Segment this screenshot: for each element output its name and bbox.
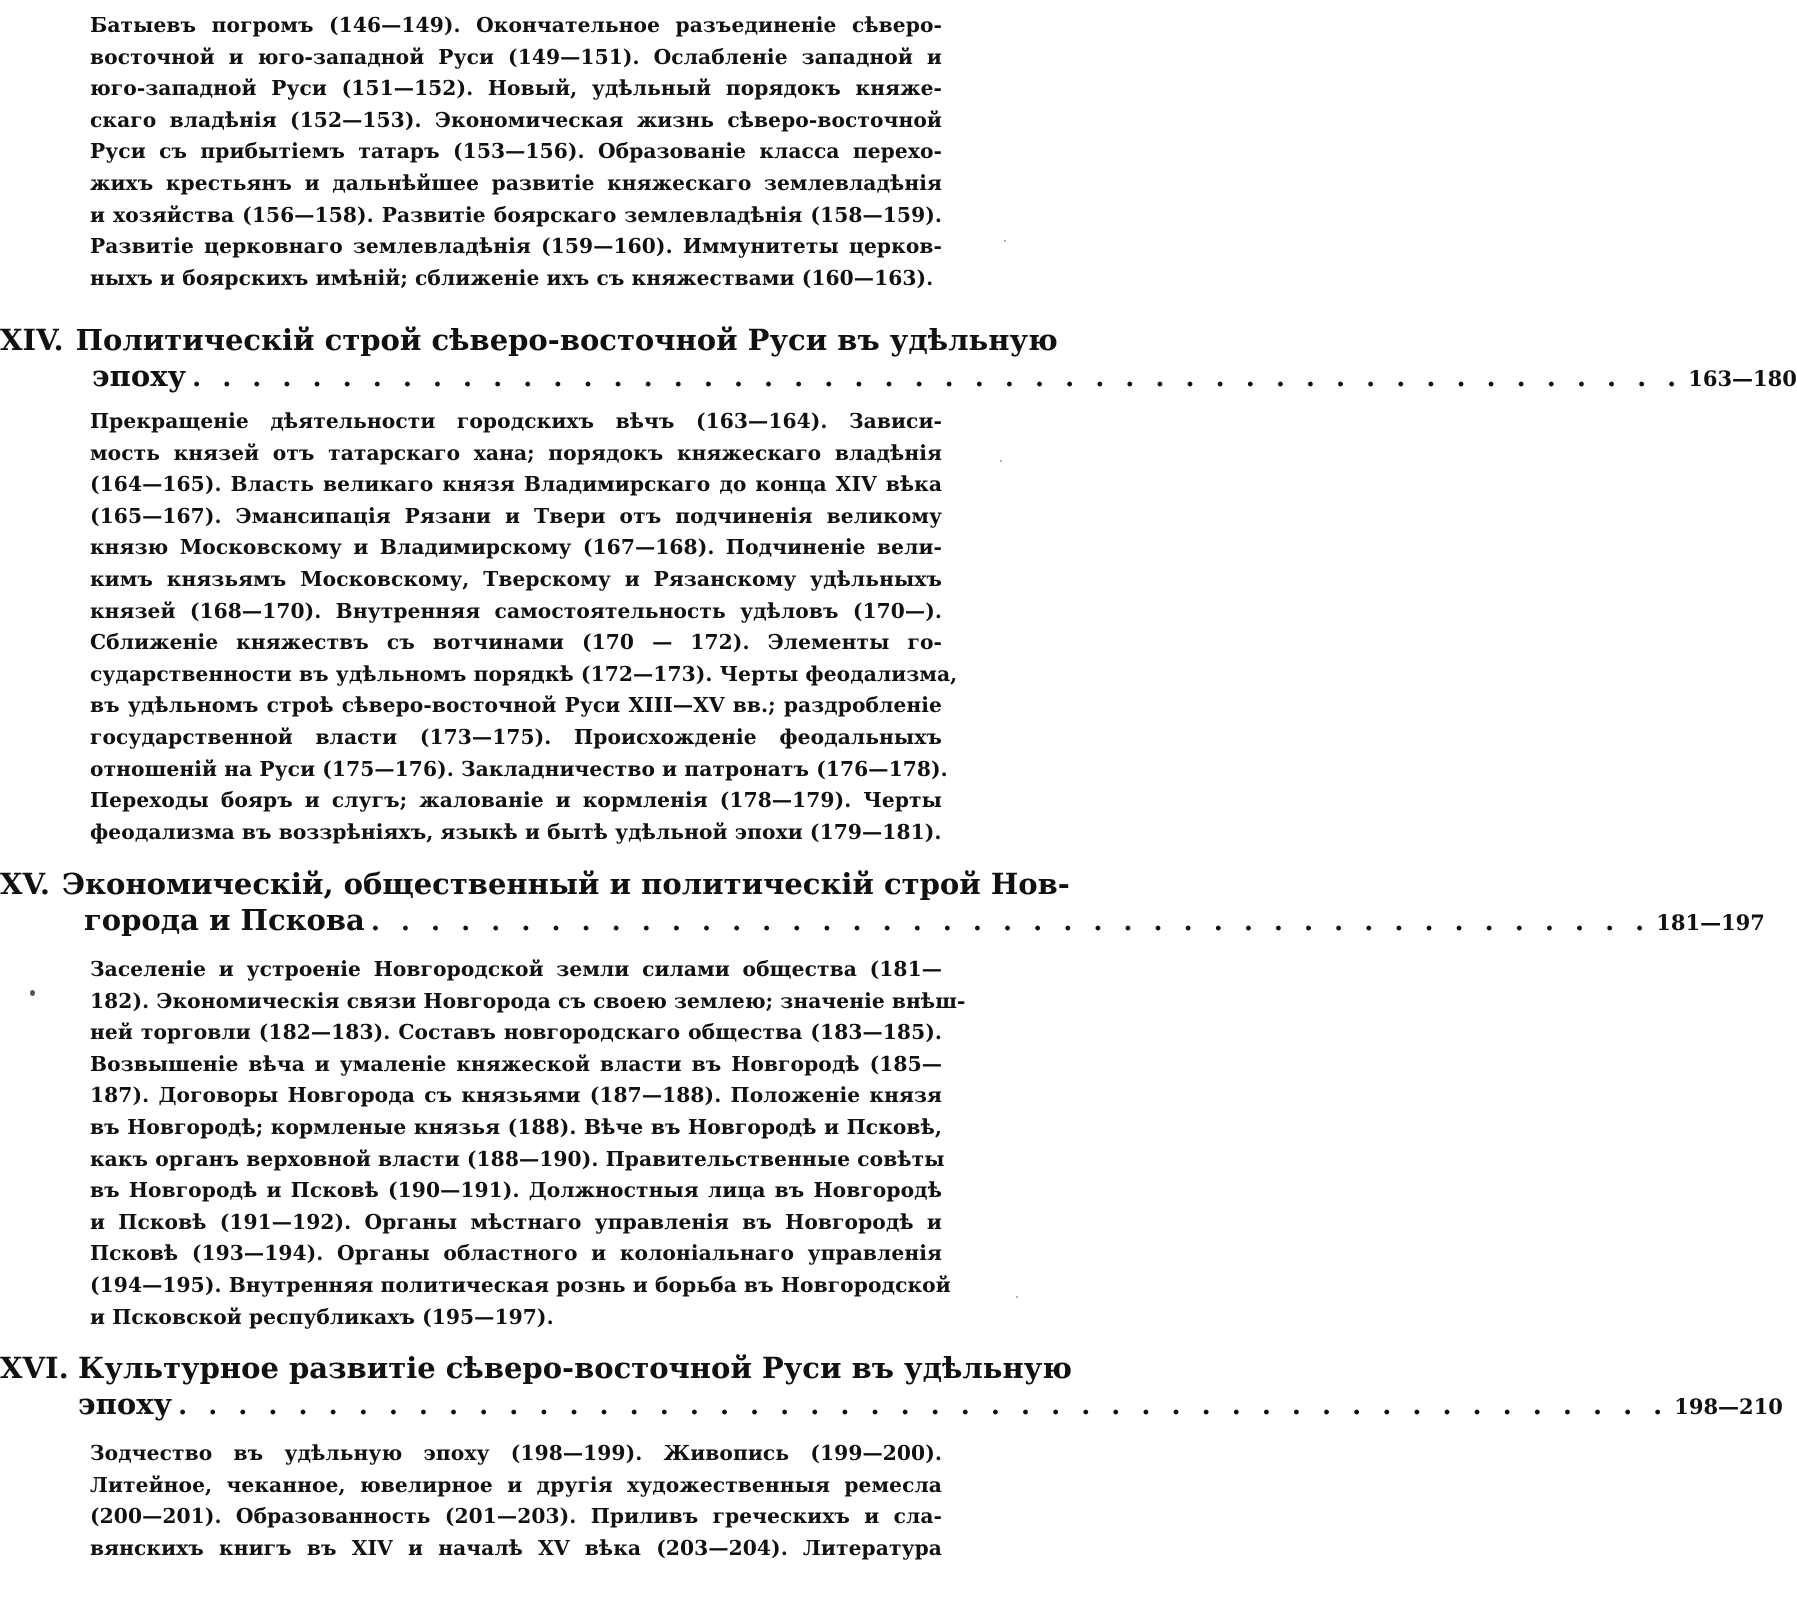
summary-line: Прекращеніе дѣятельности городскихъ вѣчъ (163—164). Зависи- [90,409,942,433]
summary-line: юго-западной Руси (151—152). Новый, удѣльный порядокъ княже- [90,76,942,101]
scan-speck [1016,1296,1018,1298]
chapter-title: Политическій строй сѣверо-восточной Руси въ удѣльную [75,323,1058,357]
chapter-heading [0,866,1765,941]
summary-line: Псковѣ (193—194). Органы областного и колоніальнаго управленія [90,1241,942,1266]
chapter-title: Экономическій, общественный и политическій строй Нов- [62,867,1070,901]
chapter-title-continued: города и Пскова [84,903,365,937]
summary-line: скаго владѣнія (152—153). Экономическая жизнь сѣверо-восточной [90,107,942,132]
chapter-number: XIV. [0,323,64,357]
summary-line: Переходы бояръ и слугъ; жалованіе и кормленія (178—179). Черты [90,788,942,813]
summary-line: Развитіе церковнаго землевладѣнія (159—160). Иммунитеты церков- [90,234,942,259]
chapter-number: XV. [0,867,51,901]
summary-line: ныхъ и боярскихъ имѣній; сближеніе ихъ съ княжествами (160—163). [90,265,934,290]
summary-line: 182). Экономическія связи Новгорода съ своею землею; значеніе внѣш- [90,988,966,1013]
summary-line: въ Новгородѣ и Псковѣ (190—191). Должностныя лица въ Новгородѣ [90,1178,942,1203]
summary-line: Батыевъ погромъ (146—149). Окончательное разъединеніе сѣверо- [90,13,942,37]
summary-line: Возвышеніе вѣча и умаленіе княжеской власти въ Новгородѣ (185— [90,1051,942,1076]
scan-speck [1004,240,1006,242]
chapter-summary [90,406,958,848]
summary-line: Литейное, чеканное, ювелирное и другія художественныя ремесла [90,1472,942,1497]
summary-line: восточной и юго-западной Руси (149—151). Ослабленіе западной и [90,44,942,69]
chapter-heading [0,1350,1783,1425]
page-range: 163—180 [1688,366,1797,391]
summary-line: вянскихъ книгъ въ XIV и началѣ XV вѣка (203—204). Литература [90,1535,942,1560]
summary-line: въ Новгородѣ; кормленые князья (188). Вѣче въ Новгородѣ и Псковѣ, [90,1114,942,1139]
summary-line: (164—165). Власть великаго князя Владимирскаго до конца XIV вѣка [90,472,942,497]
summary-line: феодализма въ воззрѣніяхъ, языкѣ и бытѣ удѣльной эпохи (179—181). [90,819,942,844]
summary-line: Сближеніе княжествъ съ вотчинами (170 — 172). Элементы го- [90,630,942,655]
summary-line: отношеній на Руси (175—176). Закладничество и патронатъ (176—178). [90,756,948,781]
summary-line: сударственности въ удѣльномъ порядкѣ (172—173). Черты феодализма, [90,661,958,686]
summary-line: и Псковѣ (191—192). Органы мѣстнаго управленія въ Новгородѣ и [90,1209,942,1234]
summary-line: Заселеніе и устроеніе Новгородской земли силами общества (181— [90,957,942,981]
summary-line: князю Московскому и Владимирскому (167—168). Подчиненіе вели- [90,535,942,560]
summary-line: 187). Договоры Новгорода съ князьями (187—188). Положеніе князя [90,1083,942,1108]
summary-line: и хозяйства (156—158). Развитіе боярскаго землевладѣнія (158—159). [90,202,942,227]
summary-line: мость князей отъ татарскаго хана; порядокъ княжескаго владѣнія [90,440,942,465]
summary-line: (194—195). Внутренняя политическая рознь и борьба въ Новгородской [90,1272,951,1297]
summary-line: кимъ князьямъ Московскому, Тверскому и Рязанскому удѣльныхъ [90,566,942,591]
chapter-summary [90,10,942,294]
summary-line: (165—167). Эмансипація Рязани и Твери отъ подчиненія великому [90,503,942,528]
summary-line: Руси съ прибытіемъ татаръ (153—156). Образованіе класса перехо- [90,139,942,164]
dot-leader: . . . . . . . . . . . . . . . . . . . . . . . . . . . . . . . . . . . . . . . . . . . . . . . . . . [192,363,1683,393]
page-range: 181—197 [1656,910,1765,935]
scan-speck [30,990,35,996]
dot-leader: . . . . . . . . . . . . . . . . . . . . . . . . . . . . . . . . . . . . . . . . . . . [370,907,1651,937]
summary-line: государственной власти (173—175). Происхожденіе феодальныхъ [90,724,942,749]
summary-line: въ удѣльномъ строѣ сѣверо-восточной Руси XIII—XV вв.; раздробленіе [90,693,942,718]
scan-speck [1000,460,1002,462]
summary-line: Зодчество въ удѣльную эпоху (198—199). Живопись (199—200). [90,1441,942,1465]
summary-line: жихъ крестьянъ и дальнѣйшее развитіе княжескаго землевладѣнія [90,170,942,195]
chapter-summary [90,954,966,1333]
summary-line: какъ органъ верховной власти (188—190). Правительственные совѣты [90,1146,945,1171]
chapter-number: XVI. [0,1351,69,1385]
summary-line: и Псковской республикахъ (195—197). [90,1304,554,1329]
summary-line: князей (168—170). Внутренняя самостоятельность удѣловъ (170—). [90,598,942,623]
dot-leader: . . . . . . . . . . . . . . . . . . . . . . . . . . . . . . . . . . . . . . . . . . . . . . . . . . [178,1391,1669,1421]
chapter-heading [0,322,1797,397]
summary-line: (200—201). Образованность (201—203). Приливъ греческихъ и сла- [90,1504,942,1529]
chapter-title: Культурное развитіе сѣверо-восточной Руси въ удѣльную [78,1351,1073,1385]
summary-line: ней торговли (182—183). Составъ новгородскаго общества (183—185). [90,1020,942,1045]
chapter-title-continued: эпоху [78,1387,173,1421]
chapter-summary [90,1438,942,1564]
chapter-title-continued: эпоху [92,359,187,393]
page-range: 198—210 [1674,1394,1783,1419]
